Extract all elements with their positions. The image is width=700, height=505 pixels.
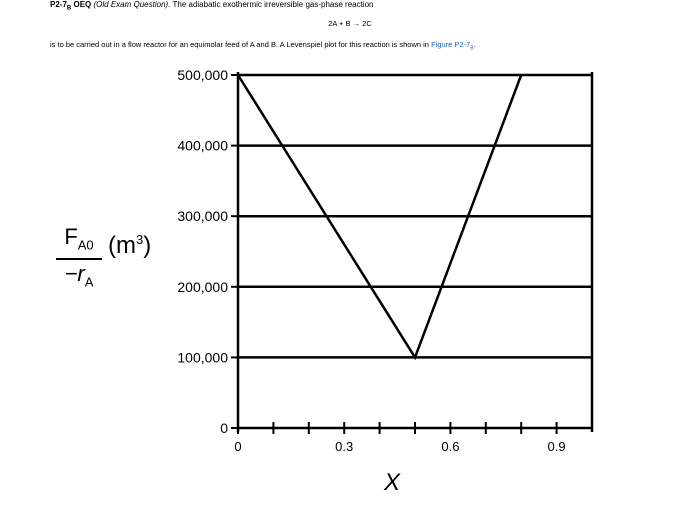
y-tick-label-2: 200,000 [177, 278, 228, 295]
x-tick-label-3: 0.9 [547, 439, 566, 454]
problem-description: The adiabatic exothermic irreversible gas-phase reaction [172, 0, 374, 9]
problem-tag-note: (Old Exam Question). [93, 0, 171, 9]
x-axis-label: X [383, 469, 401, 496]
y-axis-fraction: $F_{A0}$ $-r_A$ [54, 224, 104, 297]
figure-link[interactable]: Figure $P2-7_B$ [431, 40, 474, 52]
reaction-equation: 2A + B → 2C [328, 19, 372, 28]
intro-sentence: is to be carried out in a flow reactor for an equimolar feed of A and B. A Levenspiel plot for this reaction is shown in [50, 40, 429, 49]
y-axis-unit: $(m^3)$ [108, 232, 152, 259]
y-tick-label-4: 400,000 [177, 137, 228, 154]
intro-text: is to be carried out in a flow reactor for an equimolar feed of A and B. A Levenspiel plot for this reaction is shown in Figure $P2-7_B$. [50, 40, 476, 52]
y-tick-label-0: 0 [220, 420, 228, 436]
y-tick-label-5: 500,000 [177, 67, 228, 83]
problem-id: $P2-7_B$ OEQ [50, 0, 92, 12]
x-tick-label-2: 0.6 [441, 439, 460, 454]
y-tick-label-3: 300,000 [177, 208, 228, 225]
y-tick-label-1: 100,000 [177, 349, 228, 366]
x-tick-label-0: 0 [234, 439, 242, 454]
x-tick-label-1: 0.3 [335, 439, 354, 454]
